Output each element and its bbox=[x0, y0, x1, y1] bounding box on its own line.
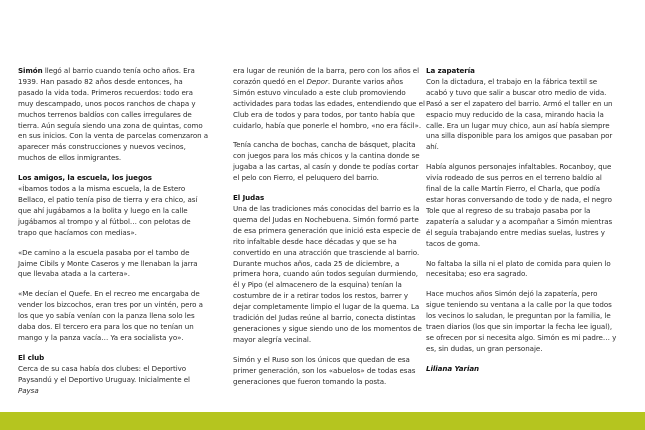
paragraph: Simón y el Ruso son los únicos que quedan de esa primer generación, son los «abuelos» de todas esas generaciones que fueron tomando la posta. bbox=[233, 354, 416, 386]
magazine-page bbox=[18, 0, 630, 430]
section-heading-amigos: Los amigos, la escuela, los juegos bbox=[18, 173, 152, 183]
section-heading-judas: El Judas bbox=[233, 193, 265, 203]
italic-club-name: Paysa bbox=[18, 385, 39, 395]
section-heading-club: El club bbox=[18, 352, 45, 362]
article-column-1 bbox=[18, 66, 210, 405]
paragraph: «Me decían el Quefe. En el recreo me encargaba de vender los bizcochos, eran tres por un vintén, pero a los que yo sabía venían con la panza llena solo les daba dos. El tercero era para los que no tenían un mango y la panza vacía… Ya era socialista yo». bbox=[18, 289, 203, 342]
paragraph-text: llegó al barrio cuando tenía ocho años. Era 1939. Han pasado 82 años desde entonces, ha pasado la vida toda. Primeros recuerdos: todo era muy descampado, unos pocos ranchos de chapa y muchos terrenos baldíos con calles irregulares de tierra. Aún seguía siendo una zona de quintas, como en sus inicios. Con la venta de parcelas comenzaron a aparecer más construcciones y nuevos vecinos, muchos de ellos inmigrantes. bbox=[18, 66, 209, 163]
paragraph: No faltaba la silla ni el plato de comida para quien lo necesitaba; eso era sagrado. bbox=[426, 258, 611, 279]
article-column-3 bbox=[426, 66, 618, 384]
paragraph-text: Cerca de su casa había dos clubes: el Deportivo Paysandú y el Deportivo Uruguay. Inicialmente el bbox=[18, 363, 190, 384]
paragraph: Una de las tradiciones más conocidas del barrio es la quema del Judas en Nochebuena. Simón formó parte de esa primera generación que inició esta especie de rito infaltable desde hace décadas y que se ha convertido en una atracción que trasciende al barrio. Durante muchos años, cada 25 de diciembre, a primera hora, cuando aún todos seguían durmiendo, él y Pipo (el almacenero de la esquina) tenían la costumbre de ir a retirar todos los restos, barrer y dejar completamente limpio el lugar de la quema. La tradición del Judas reúne al barrio, conecta distintas generaciones y sigue siendo uno de los momentos de mayor alegría vecinal. bbox=[233, 203, 422, 344]
article-column-2 bbox=[233, 66, 425, 396]
paragraph-text: era lugar de reunión de la barra, pero con los años el corazón quedó en el bbox=[233, 66, 420, 86]
footer-color-band bbox=[0, 412, 645, 430]
paragraph bbox=[233, 66, 425, 131]
paragraph: «Íbamos todos a la misma escuela, la de Estero Bellaco, el patio tenía piso de tierra y era chico, así que ahí jugábamos a la bolita y luego en la calle jugábamos al trompo y al fútbol… con pelotas de trapo que hacíamos con medias». bbox=[18, 184, 198, 237]
paragraph bbox=[18, 364, 210, 397]
paragraph: «De camino a la escuela pasaba por el tambo de Jaime Cibils y Monte Caseros y me llenaban la jarra que llevaba atada a la cartera». bbox=[18, 247, 198, 279]
italic-club-name: Depor bbox=[306, 76, 328, 86]
lead-name: Simón bbox=[18, 66, 43, 75]
paragraph: Hace muchos años Simón dejó la zapatería, pero sigue teniendo su ventana a la calle por la que todos los vecinos lo saludan, le preguntan por la familia, le traen diarios (los que sin importar la fecha lee igual), se ofrecen por si necesita algo. Simón es mi padre… y es, sin dudas, un gran personaje. bbox=[426, 289, 617, 353]
paragraph: Con la dictadura, el trabajo en la fábrica textil se acabó y tuvo que salir a buscar otro medio de vida. Pasó a ser el zapatero del barrio. Armó el taller en un espacio muy reducido de la casa, mirando hacia la calle. Era un lugar muy chico, aun así había siempre una silla disponible para los amigos que pasaban por ahí. bbox=[426, 76, 613, 152]
section-heading-zapateria: La zapatería bbox=[426, 66, 475, 75]
paragraph: Había algunos personajes infaltables. Rocanboy, que vivía rodeado de sus perros en el terreno baldío al final de la calle Martín Fierro, el Charla, que podía estar horas conversando de todo y de nada, el negro Tole que al regreso de su trabajo pasaba por la zapatería a saludar y a acompañar a Simón mientras él seguía trabajando entre medias suelas, lustres y tacos de goma. bbox=[426, 162, 613, 248]
paragraph: Tenía cancha de bochas, cancha de básquet, placita con juegos para los más chicos y la cantina donde se jugaba a las cartas, al casín y donde te podías cortar el pelo con Fierro, el peluquero del barrio. bbox=[233, 140, 420, 183]
paragraph bbox=[18, 66, 210, 164]
author-signature: Liliana Yarian bbox=[426, 363, 480, 373]
paragraph-text: . Durante varios años Simón estuvo vinculado a este club promoviendo actividades para todas las edades, entendiendo que el Club era de todos y para todos, por tanto había que cuidarlo, había que ponerle el hombro, «no era fácil». bbox=[233, 76, 425, 130]
